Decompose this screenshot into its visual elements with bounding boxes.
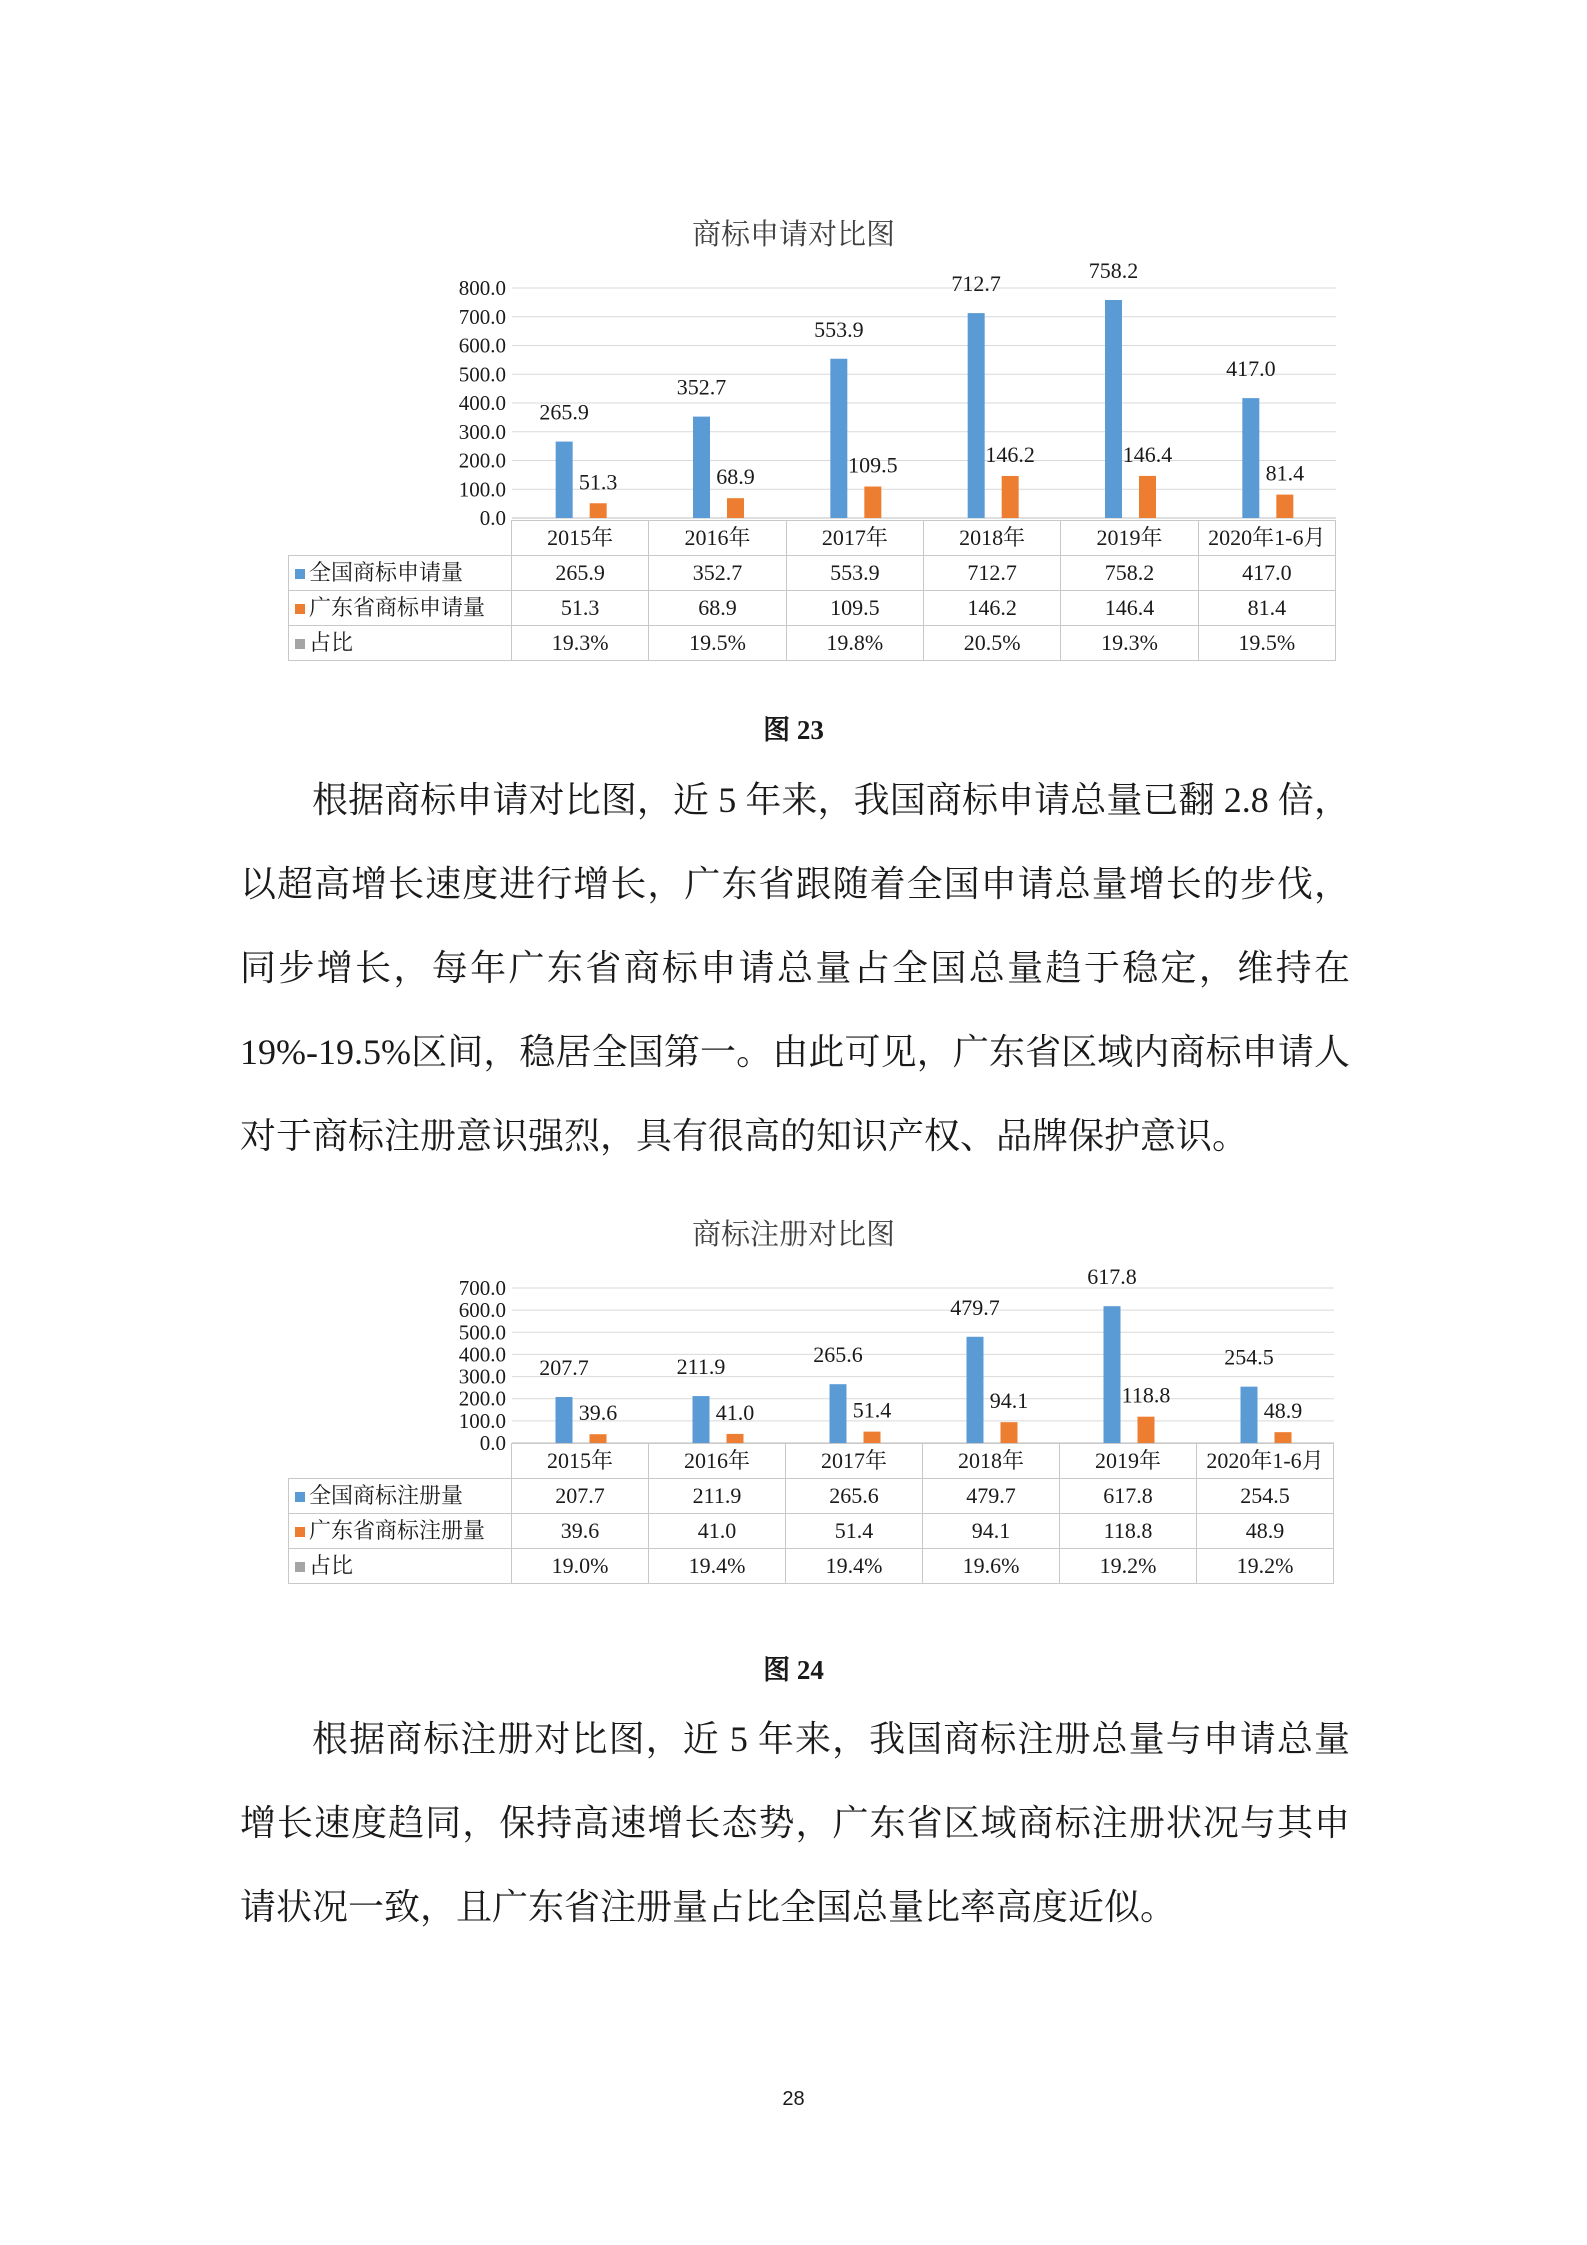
chart2-bar-guangdong [1138,1417,1155,1443]
legend-key-orange [295,604,305,614]
chart1-data-label-national: 758.2 [1088,258,1139,284]
chart2-data-label-national: 479.7 [950,1294,1000,1320]
page-number: 28 [782,2088,805,2110]
figure-24-caption: 图 24 [763,1655,824,1685]
chart1-bar-national [830,359,847,518]
chart2-cell: 19.2% [1060,1549,1197,1584]
legend-key-gray [295,1562,305,1572]
chart2-data-label-national: 265.6 [813,1342,863,1368]
chart2-series-name: 占比 [309,1553,354,1578]
chart1-data-label-national: 417.0 [1226,356,1276,382]
chart2-category: 2017年 [786,1444,923,1479]
chart2-series-name: 全国商标注册量 [309,1483,464,1508]
chart1-bar-national [1105,300,1122,518]
chart1-bar-guangdong [727,498,744,518]
chart2-cell: 19.4% [786,1549,923,1584]
chart2-cell: 19.0% [512,1549,649,1584]
chart1-category: 2016年 [649,521,786,556]
chart2-y-tick-label: 200.0 [458,1386,506,1411]
chart2-y-tick-label: 600.0 [458,1298,506,1323]
chart2-bar-guangdong [1001,1422,1018,1443]
chart2-data-label-national: 617.8 [1087,1264,1137,1290]
chart1-bar-guangdong [864,487,881,518]
chart1-cell: 146.4 [1061,591,1198,626]
chart2-cell: 94.1 [923,1514,1060,1549]
chart2-cell: 118.8 [1060,1514,1197,1549]
chart1-data-label-national: 553.9 [814,316,864,342]
legend-key-orange [295,1527,305,1537]
legend-key-blue [295,569,305,579]
legend-key-gray [295,639,305,649]
chart2-cell: 617.8 [1060,1479,1197,1514]
chart2-data-label-guangdong: 41.0 [715,1399,755,1425]
chart2-series-name: 广东省商标注册量 [309,1518,486,1543]
chart2-bar-national [1241,1387,1258,1443]
chart2-cell: 41.0 [649,1514,786,1549]
chart1-title: 商标申请对比图 [691,219,895,251]
chart2-cell: 254.5 [1197,1479,1334,1514]
chart1-y-tick-label: 200.0 [458,448,506,473]
chart1-y-tick-label: 400.0 [458,391,506,415]
chart2-bar-guangdong [864,1432,881,1443]
chart2-y-tick-label: 300.0 [458,1364,506,1389]
chart1-bar-national [1242,398,1259,518]
chart2-cell: 479.7 [923,1479,1060,1514]
chart1-category: 2019年 [1061,521,1198,556]
legend-key-blue [295,1492,305,1502]
chart1-bar-guangdong [1139,476,1156,518]
chart1-data-label-guangdong: 146.4 [1122,441,1173,467]
chart1-data-label-guangdong: 109.5 [848,452,898,478]
paragraph-2: 根据商标注册对比图，近 5 年来，我国商标注册总量与申请总量增长速度趋同，保持高速增长态势，广东省区域商标注册状况与其申请状况一致，且广东省注册量占比全国总量比率高度近似。 [240,1719,1350,1927]
chart2-cell: 48.9 [1197,1514,1334,1549]
chart2-cell: 51.4 [786,1514,923,1549]
chart1-bar-national [968,313,985,518]
chart1-data-label-national: 265.9 [539,399,589,425]
chart1-cell: 51.3 [512,591,649,626]
chart1-bar-national [556,442,573,518]
chart2-data-table [288,1443,1334,1584]
chart1-data-label-national: 712.7 [951,271,1001,297]
chart2-bar-national [1104,1306,1121,1443]
chart2-bar-national [830,1384,847,1443]
chart1-cell: 265.9 [512,556,649,591]
chart1-cell: 68.9 [649,591,786,626]
chart1-category: 2015年 [512,521,649,556]
chart2-bar-guangdong [1275,1432,1292,1443]
chart2-data-label-national: 254.5 [1224,1344,1274,1370]
chart1-cell: 81.4 [1198,591,1335,626]
chart2-y-tick-label: 500.0 [458,1320,506,1345]
chart1-y-tick-label: 300.0 [458,419,506,444]
chart1-bar-guangdong [1276,495,1293,518]
chart1-y-tick-label: 500.0 [458,362,506,387]
chart2-data-label-guangdong: 51.4 [852,1397,892,1423]
chart2-data-label-national: 211.9 [676,1354,726,1380]
chart1-category: 2018年 [923,521,1060,556]
chart1-series-name: 广东省商标申请量 [309,595,486,620]
chart1-cell: 758.2 [1061,556,1198,591]
chart1-cell: 352.7 [649,556,786,591]
chart2-category: 2018年 [923,1444,1060,1479]
chart1-cell: 146.2 [923,591,1060,626]
chart1-data-label-guangdong: 146.2 [985,441,1035,467]
chart1-bar-national [693,417,710,518]
chart1-cell: 109.5 [786,591,923,626]
chart2-cell: 39.6 [512,1514,649,1549]
paragraph-1: 根据商标申请对比图，近 5 年来，我国商标申请总量已翻 2.8 倍，以超高增长速度进行增长，广东省跟随着全国申请总量增长的步伐，同步增长，每年广东省商标申请总量占全国总量趋于稳定，维持在 19%-19.5%区间，稳居全国第一。由此可见，广东省区域内商标申请人对于商标注册意识强烈，具有很高的知识产权、品牌保护意识。 [240,780,1350,1156]
chart1-series-name: 占比 [309,630,354,655]
chart2-plot [290,1255,1340,1455]
chart1-cell: 19.5% [649,626,786,661]
chart2-bar-guangdong [590,1434,607,1443]
chart1-bar-guangdong [590,503,607,518]
chart1-data-label-guangdong: 68.9 [716,464,755,490]
chart2-y-tick-label: 400.0 [458,1342,506,1367]
chart2-category: 2020年1-6月 [1197,1444,1334,1479]
chart1-cell: 19.8% [786,626,923,661]
chart1-cell: 20.5% [923,626,1060,661]
chart2-y-tick-label: 100.0 [458,1408,506,1433]
chart1-data-label-national: 352.7 [676,374,727,400]
chart1-data-label-guangdong: 51.3 [578,469,618,495]
chart2-bar-national [693,1396,710,1443]
chart2-data-label-guangdong: 118.8 [1121,1382,1171,1408]
chart1-cell: 19.3% [1061,626,1198,661]
chart2-cell: 19.4% [649,1549,786,1584]
chart2-y-tick-label: 700.0 [458,1276,506,1300]
chart2-cell: 19.2% [1197,1549,1334,1584]
chart2-data-label-guangdong: 94.1 [989,1388,1029,1414]
chart2-cell: 211.9 [649,1479,786,1514]
chart1-y-tick-label: 700.0 [458,304,506,329]
chart2-y-tick-label: 0.0 [479,1431,506,1455]
chart1-y-tick-label: 800.0 [458,276,506,300]
chart1-y-tick-label: 600.0 [458,333,506,358]
chart2-bar-guangdong [727,1434,744,1443]
chart1-y-tick-label: 100.0 [458,477,506,502]
chart1-series-name: 全国商标申请量 [309,560,464,585]
chart2-cell: 19.6% [923,1549,1060,1584]
chart2-cell: 207.7 [512,1479,649,1514]
figure-23-caption: 图 23 [763,715,824,745]
chart1-plot [290,250,1340,530]
chart1-category: 2017年 [786,521,923,556]
chart1-y-tick-label: 0.0 [479,506,506,530]
chart2-category: 2019年 [1060,1444,1197,1479]
chart1-cell: 19.5% [1198,626,1335,661]
chart1-data-table [288,520,1336,661]
chart2-title: 商标注册对比图 [691,1219,895,1251]
chart2-data-label-guangdong: 39.6 [578,1400,618,1426]
chart2-data-label-guangdong: 48.9 [1263,1398,1303,1424]
chart1-data-label-guangdong: 81.4 [1265,460,1305,486]
chart1-cell: 712.7 [923,556,1060,591]
chart1-cell: 19.3% [512,626,649,661]
chart2-bar-national [967,1337,984,1443]
chart2-bar-national [556,1397,573,1443]
chart2-category: 2015年 [512,1444,649,1479]
chart2-data-label-national: 207.7 [539,1355,589,1381]
chart1-category: 2020年1-6月 [1198,521,1335,556]
chart1-cell: 553.9 [786,556,923,591]
chart1-bar-guangdong [1002,476,1019,518]
chart2-cell: 265.6 [786,1479,923,1514]
chart2-category: 2016年 [649,1444,786,1479]
chart1-cell: 417.0 [1198,556,1335,591]
